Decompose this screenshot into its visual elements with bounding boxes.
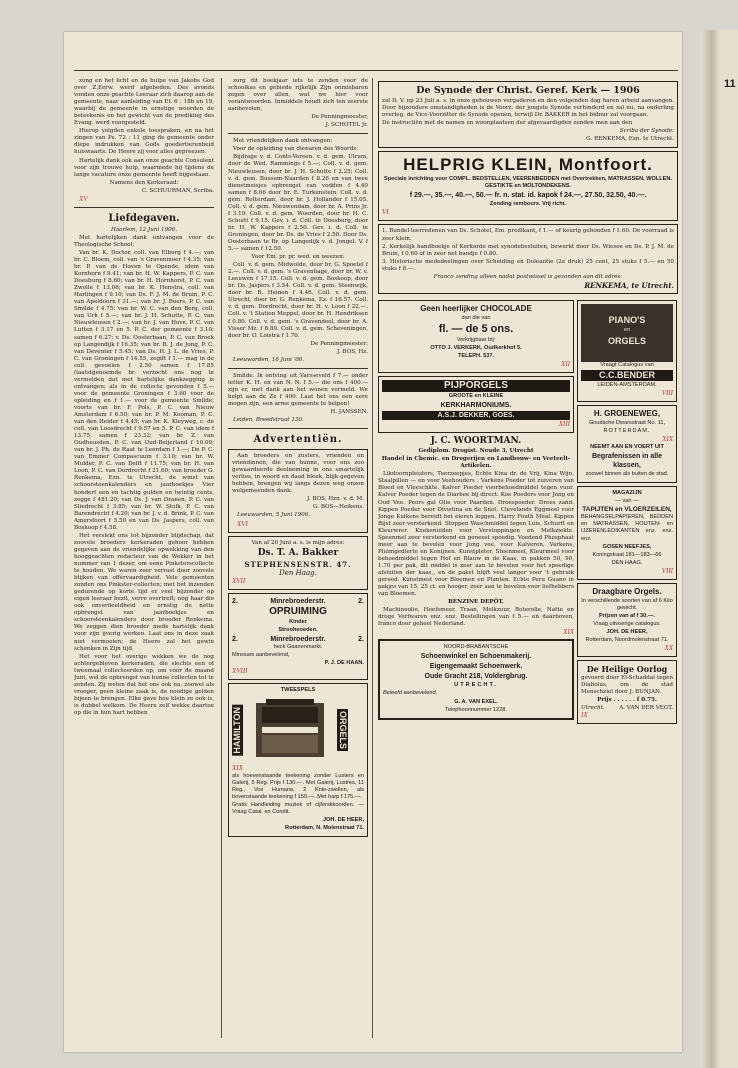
ad-street: Minrebroederstr.: [270, 635, 326, 643]
ad-text: Aan broeders en zusters, vrienden en vriendinnen, die van hunne, voor ons zoo gewaardeerde deelneming in ons smartelijk verlies, in woord en daad bleek, blijk gegeven hebben, brengen wij langs dezen weg onzen welgemeenden dank.: [232, 453, 364, 495]
ad-thanks: [228, 449, 368, 532]
ad-text: Gratis Handleiding muziek of cijferskkoorden. — Vraag Catal. en Condit.: [232, 802, 364, 816]
donation-list: Bijdrage v. d. Conts-Vereen. v. d. gem. Ulrum, door de Wed. Rammings f 5.—; Coll. v. d. gem. Nieuwleusen, door br. J. H. Schutte f 2.25; Coll. v. d. gem. Bussum-Naarden f 8.26 en van twee dienstmeisjes opbrengst van vodden f 4.40 samen f 8.66 door br. E. Turkenstein. Coll. v. d. gem. Rotterdam, door br. J. Hollander f 15.05. Coll. v. d. gem. Nieuwendam, door br. A. Prins Jr. f 3.19. Coll. v. d. gem. Woerden, door br. H. C. Schuitt f 9.15. Gev. i. d. Coll. te Doesburg, door br. H. W. Kappers f 2.50. Gev. i. d. Coll. te Groningen, door br. Ds. de Vries f 2.50. Door Ds. Oosterbaan te Br. op Langedijk v. d. Jongel. V. f 5.— samen f 12.50.: [228, 154, 368, 253]
ad-text: LEIDEN-AMSTERDAM.: [597, 381, 657, 388]
ad-text: Strooheoeden.: [278, 626, 318, 633]
pencil-mark: XIX: [232, 764, 243, 773]
ad-headline: Schoenwinkel en Schoenmakerij.: [420, 653, 532, 661]
ad-headline: HELPRIG KLEIN, Montfoort.: [403, 155, 653, 175]
signoff: De Penningmeester,: [311, 114, 368, 121]
ad-item: 3. Historische mededeelingen over Scheiding en Doleantie (2e druk) 25 cent, 25 stuks f 5.— en 50 stuks f 8.—.: [382, 258, 674, 272]
body-text: Hierop volgden enkele toespraken, en na het zingen van Ps. 72 : 11 ging de gemeente onder diepe indrukken van Gods goedertierenheid huiswaarts. De Heere zij voor alles gepreezen.: [74, 128, 214, 156]
ad-street: STEPHENSENSTR. 47.: [244, 559, 352, 569]
ad-name: GOSEN NEEFJES,: [602, 543, 652, 550]
ad-pianos: [577, 300, 677, 402]
column-2: [228, 78, 368, 840]
notice-title: De Synode der Christ. Geref. Kerk — 1906: [416, 85, 640, 96]
ad-city: Rotterdam, Noordmolenstraat 71.: [585, 636, 669, 643]
ad-text: Gediplom. Drogist. Neude 3, Utrecht: [418, 448, 534, 455]
ad-name: A.S.J. DEKKER, GOES.: [382, 411, 570, 420]
ad-name: OTTO J. VERKERK, Oudkerkhof 5.: [430, 344, 522, 351]
ad-city: ROTTERDAM.: [603, 428, 651, 435]
ad-text: NOORD-BRABANTSCHE: [443, 644, 509, 651]
ad-groeneweg: [577, 405, 677, 483]
donation-list: Van br. K. Doctor, coll. van Elburg f 4.—; van br. C. Bloem, coll. van 's Gravenmoer f 4.35; van br. P. van de Hoven te Opende, idem van Kornhorn f 9.41; van br. H. W. Kappers, P. C. van Doesburg f 8.60; van br. H. Hornhorst, P. C. van Zwolle f 13.06; van br. K. Henstra, coll. van Harlingen f 9.10; van Ds. F. J. M. de Bruin, P. C. van Apeldoorn f 31.—; van br. J. Boers, P. C. van Smilde f 4.75; van br. W. C. van den Berg, coll. van Urk f 5.—; van br. J. H. Schutte, P. C. van Nieuwleusen f 2.—; van br. J. van Hove, P. C. van Lutten f 3.17 en 5. P. C. der gemeente f 3.10; samen f 6.27; v. Ds. Oosterbaan, P. C. van Broek op Langendijk f 16.35; van br. B. J. de Jong, P. C. van Deventer f 5.45; van Ds. H. J. L. de Vries, P. C. van Groningen f 14.55, zegift f 1.— mag in de coll. gevoelen f 2.50 samen f 17.85 (laatstgenoemde br. verzocht ons nog te vermelden dat met hartelijke dankzegging is ontvangen; als in de collecte gevonden f 5.— voor de gemeente Groningen f 3.60 voor de opleiding en f 1.— voor de gemeente Smilde; voorts van br. F. Pols, P. C. van Nieuw Amsterdam f 6.50; van br. P. M. Kooman, P. C. van den Helder f 4.45; van br. K. Kleyweg, c. de coll. van Loosdrecht f 9.57 en 5. P. C. van idem f 13.75, samen f 23.32; van br. Z. van Oudheusden, P. C. van Oud-Beijerland f 10.09; van br. J. Ph. de Raat te Leerdam f 1.—; De P. C. van Emmer Compascuum f 3.10; van br. W. Mulder, P. C. van Delft f 11.75; van br. H. van Loon, P. C. van Dordrecht f 21.60; van broeder G. Renkema, Ezn. te Utrecht, de winst van schoorsteenkalenders en jaarboekjes Vier hondert een en tachtig gulden en twintig cents, zegge f 481.20; van Ds. J. van Dranen, P. C. van Sliedrecht f 3.85; van br. W. Stolk, P. C. van Barendrecht f 4.20; van br. J. v. d. Brink, P. C. van Amersfoort f 5.50 en van Ds. Jaspers, coll. van Boskoop f 4.58.: [74, 249, 214, 531]
ad-text: Eigengemaakt Schoenwerk.: [429, 663, 523, 671]
pencil-mark: XII: [561, 360, 570, 369]
ad-text: GROOTE en KLEINE: [448, 393, 504, 400]
ad-text: Zending rembours. Vrij richt.: [489, 201, 567, 208]
ad-vertical-text: HAMILTON: [232, 706, 242, 754]
ad-headline: TAPIJTEN en VLOERZEILEN,: [582, 506, 672, 514]
ad-renkema: [378, 224, 678, 293]
ad-text: KERKHARMONIUMS.: [440, 402, 512, 410]
ad-text: BENZINE DEPÔT.: [448, 599, 504, 606]
ad-pijporgels: [378, 376, 574, 433]
synode-notice: [378, 81, 678, 148]
pencil-mark: XIX: [662, 435, 673, 444]
ad-text: Minssam aanbevelend,: [232, 651, 290, 658]
ad-name: H. GROENEWEG,: [593, 408, 661, 418]
ad-headline: PIJPORGELS: [382, 380, 570, 392]
ad-name: Ds. T. A. Bakker: [257, 547, 339, 558]
ad-text: MAGAZIJN: [612, 490, 642, 497]
body-text: Voor Em. pr. pr. wed. en weezen:: [251, 254, 345, 261]
ad-num: 2.: [232, 597, 238, 605]
ad-headline: De Heilige Oorlog: [586, 664, 668, 675]
section-heading: Advertentiën.: [253, 434, 343, 446]
ad-vertical-text: ORGELS: [338, 711, 349, 750]
signer: J. BOS, Hz.: [337, 348, 368, 355]
signer: J. SCHOTEL Jr.: [325, 122, 368, 129]
ad-item: 2. Kerkelijk handboekje of Kerkorde met synodebesluiten, bewerkt door Ds. Wiesee en Ds. P. J. M. de Bruin, f 0.60 of in zeer net bandje f 0.80.: [382, 243, 674, 257]
ad-text: zoowel binnen als buiten de stad.: [585, 471, 669, 478]
newspaper-page: [64, 32, 682, 1052]
ad-item: 1. Bundel leerredenen van Ds. Schotel, Em. predikant, f 1.— of keurig gebonden f 1.60. De voorraad is zeer klein.: [382, 228, 674, 242]
ad-magazijn: [577, 486, 677, 580]
divider: [228, 133, 368, 134]
ad-text: gevoerd door El-Schaddai tegen Diabolus, om de stad Menschziel door J. BUNJAN.: [581, 675, 673, 696]
divider: [228, 368, 368, 369]
signer: C. SCHUURMAN, Scriba.: [141, 187, 214, 194]
ad-text: dan die van: [461, 314, 491, 321]
page-number: 11: [724, 78, 736, 90]
ad-chocolade: [378, 300, 574, 373]
body-text: Smilde. Ik ontving uit Varsseveld f 7.— onder letter K. H. en van N. N. f 5.— die ons f 400.— zijn er, met dank aan het wonen vermeld. We helpt aan de Ze f 400. Laat het ons een eere mogen zijn, een arme gemeente te helpen!: [228, 372, 368, 407]
dateline: Haarlem, 12 Juni 1906.: [110, 226, 178, 233]
ad-phone: Telephoonnummer 1228.: [445, 706, 507, 713]
body-text: Het verslekt ons tot bijzonder blijdschap, dat zoovele broeders kerkeraden gehoor hebben gegeven aan de vriendelijke opwekking van den hooggeachten redacteur van de Wekker in het nummer van 1 dezer, om eene Pinksterscollecte te houden. We waren zeer verrast door zoovele blijken van offervaardigheid. Vele gemeenten zonden ons Pinkster-collecten; met het inzenden gedurende op korte tijd er veel bijzonder op eigen leeraar bezit, verre overtreft; nog haar die ook onverdeeldheid en ernstig de nette opbrengst van jaarboekjes en schoorsteenkalenders door broeder Renkema. We zeggen dien broeder mede hartelijk dank voor zijn ijverig werken. Laat ons in deze zaak niet vermoeien; de Heere zal het gewin schenken in Zijn tijd.: [74, 532, 214, 652]
donation-list: Coll. v. d. gem. Midwolde, door br. G. Spoetel f 2.—. Coll. v. d. gem. 's Gravenhage, door br. W. v. Leeuwen f 17.15. Coll. v. d. gem. Boskoop, door br. Ds. Jaspers f 3.54. Coll. v. d. gem. Steenwijk, door br. B. Heinen f 4.46. Coll. v. d. gem. Utrecht, door br. G. Renkema, Ez. f 16.57. Coll. v. d. gem. Dordrecht, door br. H. v. Loon f 22.—. Coll. v. 't Station Meppel, door br. H. Hendriksen f 0.80. Coll. v. d. gem. 's Gravendeel, door br. A. Visser Mz. f 8.80. Coll. v. d. gem. Scheveningen, door br. O. Loistra f 1.70.: [228, 262, 368, 339]
notice-text: De instructiën met de namen en woonplaatsen der afgevaardigden zenden men aan den: [382, 120, 633, 127]
organ-illustration: [246, 697, 334, 763]
ad-num: 2.: [358, 635, 364, 643]
piano-illustration: [581, 304, 673, 362]
ad-signer: JOH. DE HEER,: [322, 817, 364, 824]
pencil-mark: XVII: [232, 576, 246, 585]
ad-headline: PIANO'S: [608, 314, 646, 325]
divider: [228, 428, 368, 429]
ad-price: Prijs . . . . . . f 0.75.: [597, 697, 657, 704]
body-text: Met hartelijken dank ontvangen voor de Theologische School:: [74, 234, 214, 248]
page-fold: [700, 30, 720, 1068]
ad-city: UTRECHT.: [454, 682, 498, 689]
body-text: Met vriendelijken dank ontvangen:: [233, 138, 333, 145]
ad-street: Goudsche Dwarsstraat No. 11,: [588, 419, 666, 426]
ad-num: 2.: [232, 635, 238, 643]
next-page-edge: [720, 30, 738, 1068]
ad-phone: TELEPH. 537.: [457, 352, 495, 359]
pencil-mark: XIII: [558, 420, 570, 429]
ad-signer: JOH. DE HEER,: [606, 628, 648, 635]
body-text: Hartelijk dank ook aan onze geachte Consulent voor zijn trouwe hulp, waarmede hij tijdens de lange vacature onze gemeente heeft bijgestaan.: [74, 157, 214, 178]
pencil-mark: VI: [382, 208, 389, 217]
pencil-mark: XIX: [563, 628, 574, 637]
ad-signer: G. A. VAN EXEL.: [454, 698, 498, 705]
ad-text: NEEMT AAN EN VOERT UIT: [590, 444, 664, 451]
ad-prices: f 29.—, 35.—, 40.—, 50.— fr. n. stat. id. kapok f 24.—, 27.50, 32.50, 40.—.: [409, 192, 647, 200]
column-1: [74, 78, 214, 718]
ad-text: Vraagt Catalogus van: [600, 361, 654, 368]
section-heading: Liefdegaven.: [108, 212, 180, 224]
ad-text: en: [623, 326, 631, 333]
ad-street: Minrebroederstr.: [270, 597, 326, 605]
signoff: Namens den Kerkeraad:: [109, 179, 179, 186]
ad-signer: P. J. DE HAAN.: [324, 659, 364, 666]
pencil-mark: VIII: [661, 388, 673, 397]
ad-text: BEHANGSELPAPIEREN, BEDDEN en MATRASSEN, HOUTEN- en IJZERENLEDIKANTEN enz. enz. enz.: [581, 514, 673, 542]
ad-city: Utrecht.: [581, 705, 605, 712]
ad-signer: RENKEMA, te Utrecht.: [584, 280, 674, 290]
ad-product-list: Machineolie, Hoefsmeer, Traan, Melkzuur, Boterolie, Natte en droge Verfwaren enz. enz. Bestellingen van f 5.— en daarboven, franco door geheel Nederland.: [378, 607, 574, 628]
ad-schoenwinkel: [378, 639, 574, 719]
ad-helprig: [378, 151, 678, 221]
ad-hats: [228, 593, 368, 680]
body-text: Het voor het overige wekken we de nog achtergebleven kerkeraden, die slechts een of tweemaal collecteerden op, om vóór de maand Juni, wel de opbrengst van hunne collecten tot te zenden. Zij weten dat het ons ook nu, zoowel als vroeger, geen kleine zaak is, de noodige gelden bijeen te brengen. Elke gave hoe klein ze ook is, is dubbel welkom. De Heere zelf wekke daartoe op die in hun hart hebben: [74, 653, 214, 716]
ad-woortman-name: J. C. WOORTMAN.: [430, 436, 522, 447]
ad-address: [228, 536, 368, 590]
ad-signer: J. BOS, Hzn. v. d. M.: [306, 496, 364, 503]
ad-text: Handel in Chemic. en Drogerijen en Landbouw- en Veeteelt-Artikelen.: [381, 456, 571, 470]
pencil-mark: IX: [581, 711, 588, 720]
pencil-mark: XVIII: [232, 666, 248, 675]
dateline: Leiden, Breedstraat 130.: [233, 417, 304, 424]
ad-headline: TWEESPELS: [280, 687, 316, 693]
ad-date: Leeuwarden, 5 Juni 1906.: [237, 512, 311, 519]
ad-headline: Geen heerlijker CHOCOLADE: [420, 303, 532, 313]
ad-organs: [228, 683, 368, 837]
notice-signer: G. RENKEMA, Ezn. te Utrecht.: [586, 136, 674, 143]
ad-product-list: Likdoornpleisters, Teerzeepjes, Echte Kina dr. de Vrij, Kina Wijn, Staalpillen — en voor Veehouders : Varkens Poeder tot zuiveren van Bloed en Vleeschkte. Kalver Poeder voorbehoedmiddel tegen vuur. Kalver Poeder tegen de Diarhee bij direct. Koe Poeders voor Jong en Oud Vee. Peers gal Olie voor Paarden. Droespoeder. Drees zand. Kippen Poeder voor Divistina en de Snot. Clevelands Eggmeel voor Jonge Kuikens bereidt het eieren leggen. Harry Fouth Meal. Kippen Bijst zeer versterkend. Stoppen Waschmiddel tegen Luis, Schurft en Kleurwrer. Kuekenuiden voor Verstoppingen en Melkziekte. Speenmel zeer versterkend en geneest spoedig. Voedend Phosphaat meer aan te bevelen voor Jong vee, voor Kalveren, Varkens, Pluimgedierte en Konijnen. Kunstpleter, Steenmeel, Kleurmeel voor behoedmiddel tegen Hof en Blauw in de Kaas, in pakken 50, 90, 1.70 per pak, dit middel is zeer aan te bevelen voor het spoedige afsluiten der kaas,, en de pakst blijft veel langer voor 't gebruik gereed. Kunstmest voor Bloemen en Planten. Echte Peru Guano in pakjes van 15, 25 ct. en hooger, zeer aan te bevelen voor liefhebbers van Bloemen.: [378, 471, 574, 598]
ad-text: als hoevenstaande teekening zonder Lusters en Galerij, 5 Reg. Prijs f 130.—. Met Galerij, Lustres, 11 Reg., Vox Humana, 2 Knie-zwellen, als bovenstaande teekening f 150.—. Met harp f 175.—.: [232, 773, 364, 801]
signer: H. JANSSEN.: [330, 409, 368, 416]
ad-heilige-oorlog: [577, 660, 677, 724]
notice-scriba: Scriba der Synode:: [619, 128, 674, 135]
body-text: Voor de opleiding van dienaren des Woords:: [233, 146, 359, 153]
ad-text: Verkrijgbaar bij:: [456, 336, 496, 343]
pencil-mark: VIII: [661, 566, 673, 575]
ad-text: — van —: [615, 498, 639, 505]
ad-text: Van af 20 Juni a. s. is mijn adres:: [251, 539, 345, 546]
ad-price: Prijzen van af f 30.—.: [599, 612, 655, 619]
ad-price: fl. — de 5 ons.: [438, 322, 514, 335]
ad-signer: G. BOS—Heikens.: [313, 504, 364, 511]
ad-city: Den Haag.: [279, 568, 317, 577]
ad-text: Beleefd aanbevelend,: [383, 690, 438, 697]
ad-headline: Begrafenissen in alle klassen,: [591, 453, 663, 470]
column-rule: [372, 78, 373, 1038]
ad-text: Franco zending alleen nadat postwissel is gezonden aan dit adres:: [433, 273, 623, 280]
body-text: zorg dit boekjaar iets te zenden voor de schoolkas en gebiede rijkelijk Zijn onmisbaren zegen over allen, wat we hier voor verantwoorden. Inmiddels houdt zich ten zeerste aanbevolen,: [228, 78, 368, 113]
ad-num: 2.: [358, 597, 364, 605]
ad-text: heck Gaanenmarkt.: [273, 643, 323, 650]
dateline: Leeuwarden, 16 Juni '06.: [233, 356, 305, 363]
ad-text: Kinder: [289, 618, 307, 625]
pencil-mark: XX: [664, 644, 673, 653]
ad-city: Rotterdam, N. Molenstraat 71.: [285, 825, 364, 832]
ad-signer: A. VAN DER VEGT.: [619, 705, 673, 712]
signoff: De Penningmeester:: [310, 340, 368, 347]
pencil-mark: XVI: [237, 519, 248, 528]
ad-text: Vraag uitvoerige catalogus.: [593, 620, 661, 627]
ad-street: Oude Gracht 218, Voldergbrug.: [424, 673, 528, 681]
ad-text: In verschillende soorten van af 6 Kilo gewicht.: [581, 597, 673, 611]
ad-city: DEN HAAG.: [611, 559, 643, 566]
ad-name: C.C.BENDER: [581, 370, 673, 381]
ad-headline: OPRUIMING: [269, 605, 327, 617]
top-rule: [74, 70, 678, 71]
ad-street: Koningstraat 181—183—66: [592, 551, 662, 558]
ad-draagbare-orgels: [577, 583, 677, 657]
ad-headline: Draagbare Orgels.: [592, 586, 662, 596]
pencil-mark: XV: [79, 194, 88, 203]
ad-headline: ORGELS: [607, 335, 646, 346]
column-rule: [221, 78, 222, 1038]
body-text: zong en het licht en de hulpe van Jakobs God over Z.Eerw. werd afgebeden. Des avonds vonden onze geachte Leeraar zich daarop aan de gemeente, naar aanleiding van Ef. 6 : 18b en 19, waarbij de gemeente in ernstige woorden de beteekenis en het gewicht van de prediking des Evang. werd voorgesteld.: [74, 78, 214, 127]
ad-text: Speciale inrichting voor COMPL. BEDSTELLEN, VEERENBEDDEN met Overtrekken, MATRASSEN, WOLLEN. GESTIKTE en MOLTONDEKENS.: [383, 176, 673, 190]
divider: [74, 207, 214, 208]
notice-text: zal D. V. op 23 Juli a. s. in onze gebouwen vergaderen en den volgenden dag haren arbeid aanvangen. Door bijzondere omstandigheden is de Voorz. der jongste Synode verhinderd en zal nu, na onderling overleg, de Vice-Voorzitter de Synode openen, terwijl Dr. BAKKER in het bidnur zal voorgaan.: [382, 98, 674, 119]
column-3: [378, 78, 678, 727]
